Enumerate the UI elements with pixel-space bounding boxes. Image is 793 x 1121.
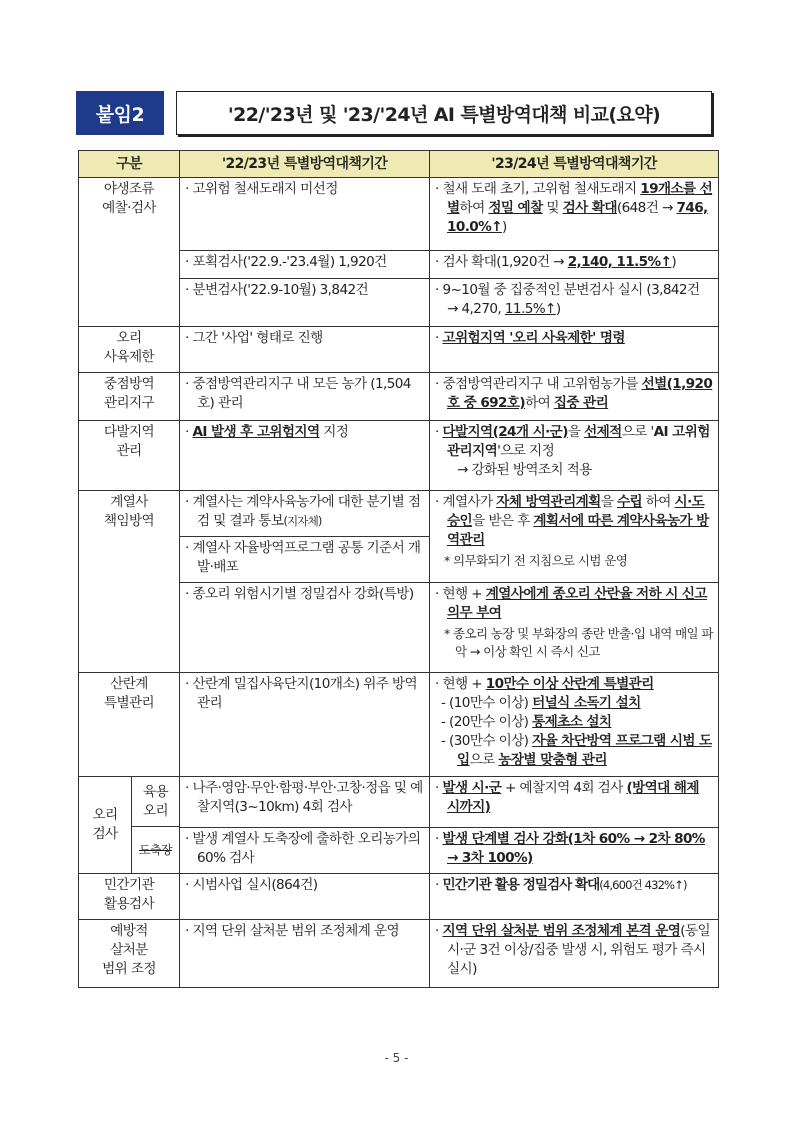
table-header-row: [79, 151, 719, 178]
old-cell: · 종오리 위험시기별 정밀검사 강화(특방): [180, 583, 430, 673]
table-row: [79, 178, 719, 251]
col-header-2022: '22/23년 특별방역대책기간: [180, 151, 430, 178]
sub-broiler-duck: 육용 오리: [132, 777, 180, 827]
category-private-lab: 민간기관 활용검사: [79, 874, 180, 920]
old-cell: · 그간 '사업' 형태로 진행: [180, 327, 430, 373]
table-row: [79, 421, 719, 491]
category-duck-restriction: 오리 사육제한: [79, 327, 180, 373]
old-cell: · 발생 계열사 도축장에 출하한 오리농가의 60% 검사: [180, 827, 430, 873]
old-cell: · 분변검사('22.9-10월) 3,842건: [180, 279, 430, 327]
sub-slaughterhouse: 도축장: [139, 842, 172, 857]
old-cell: · 지역 단위 살처분 범위 조정체계 운영: [180, 920, 430, 988]
new-cell: · 민간기관 활용 정밀검사 확대(4,600건 432%↑): [430, 874, 719, 920]
table-row: [79, 874, 719, 920]
new-cell: · 고위험지역 '오리 사육제한' 명령: [430, 327, 719, 373]
old-cell: · 계열사 자율방역프로그램 공통 기준서 개발·배포: [180, 537, 430, 583]
category-layer-hen: 산란계 특별관리: [79, 673, 180, 777]
category-affiliate: 계열사 책임방역: [79, 491, 180, 673]
old-cell: · AI 발생 후 고위험지역 지정: [180, 421, 430, 491]
new-cell: · 지역 단위 살처분 범위 조정체계 본격 운영(동일 시·군 3건 이상/집중 발생 시, 위험도 평가 즉시 실시): [430, 920, 719, 988]
table-row: [79, 373, 719, 421]
old-cell: · 포획검사('22.9.-'23.4월) 1,920건: [180, 251, 430, 279]
header: [76, 91, 712, 135]
category-wild-bird: 야생조류 예찰·검사: [79, 178, 180, 327]
old-cell: · 산란계 밀집사육단지(10개소) 위주 방역관리: [180, 673, 430, 777]
old-cell: · 시범사업 실시(864건): [180, 874, 430, 920]
table-row: [79, 327, 719, 373]
col-header-2023: '23/24년 특별방역대책기간: [430, 151, 719, 178]
category-priority-zone: 중점방역 관리지구: [79, 373, 180, 421]
col-header-category: 구분: [79, 151, 180, 178]
old-cell: · 나주·영암·무안·함평·부안·고창·정읍 및 예찰지역(3~10km) 4회 검사: [180, 777, 430, 828]
old-cell: · 중점방역관리지구 내 모든 농가 (1,504호) 관리: [180, 373, 430, 421]
new-cell: · 중점방역관리지구 내 고위험농가를 선별(1,920호 중 692호)하여 집중 관리: [430, 373, 719, 421]
table-row: [79, 673, 719, 777]
page-number: - 5 -: [384, 1051, 409, 1065]
new-cell: · 계열사가 자체 방역관리계획을 수립 하여 시·도 승인을 받은 후 계획서에 따른 계약사육농가 방역관리 * 의무화되기 전 지침으로 시범 운영: [430, 491, 719, 583]
old-cell: · 계열사는 계약사육농가에 대한 분기별 점검 및 결과 통보(지자체): [180, 491, 430, 537]
new-cell: · 다발지역(24개 시·군)을 선제적으로 'AI 고위험 관리지역'으로 지정 → 강화된 방역조치 적용: [430, 421, 719, 491]
attachment-badge: 붙임2: [76, 91, 164, 135]
category-preventive-cull: 예방적 살처분 범위 조정: [79, 920, 180, 988]
new-cell: · 현행 + 계열사에게 종오리 산란율 저하 시 신고 의무 부여 * 종오리 농장 및 부화장의 종란 반출·입 내역 매일 파악 → 이상 확인 시 즉시 신고: [430, 583, 719, 673]
old-cell: · 고위험 철새도래지 미선정: [180, 178, 430, 251]
category-duck-test: [79, 777, 180, 874]
table-row: [79, 491, 719, 537]
new-cell: · 검사 확대(1,920건 → 2,140, 11.5%↑): [430, 251, 719, 279]
comparison-table: [78, 150, 719, 988]
category-duck-test-label: 오리 검사: [79, 777, 132, 873]
table-row: [79, 777, 719, 828]
category-frequent-area: 다발지역 관리: [79, 421, 180, 491]
new-cell: · 현행 + 10만수 이상 산란계 특별관리 - (10만수 이상) 터널식 소독기 설치 - (20만수 이상) 통제초소 설치 - (30만수 이상) 자율 차단방역 프로그램 시범 도입으로 농장별 맞춤형 관리: [430, 673, 719, 777]
new-cell: · 발생 단계별 검사 강화(1차 60% → 2차 80% → 3차 100%): [430, 827, 719, 873]
new-cell: · 철새 도래 초기, 고위험 철새도래지 19개소를 선별하여 정밀 예찰 및 검사 확대(648건 → 746, 10.0%↑): [430, 178, 719, 251]
page-title: '22/'23년 및 '23/'24년 AI 특별방역대책 비교(요약): [176, 91, 712, 135]
new-cell: · 발생 시·군 + 예찰지역 4회 검사 (방역대 해제 시까지): [430, 777, 719, 828]
new-cell: · 9~10월 중 집중적인 분변검사 실시 (3,842건 → 4,270, 11.5%↑): [430, 279, 719, 327]
table-row: [79, 920, 719, 988]
